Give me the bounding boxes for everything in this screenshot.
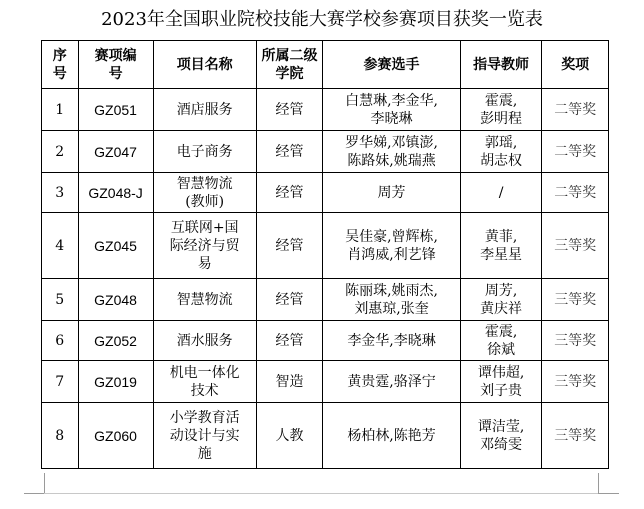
table-row xyxy=(42,361,609,403)
cell-players: 黄贵霆,骆泽宁 xyxy=(323,361,460,403)
cell-award: 三等奖 xyxy=(542,321,609,361)
cell-index: 2 xyxy=(42,131,79,173)
cell-index: 4 xyxy=(42,213,79,279)
cell-name: 智慧物流 xyxy=(153,279,256,321)
table-row xyxy=(42,321,609,361)
cell-players: 周芳 xyxy=(323,173,460,213)
cell-players: 罗华娣,邓镇澎, 陈路妹,姚瑞燕 xyxy=(323,131,460,173)
cell-code: GZ052 xyxy=(78,321,153,361)
cell-code: GZ019 xyxy=(78,361,153,403)
cell-teachers: 郭瑶, 胡志权 xyxy=(460,131,542,173)
cell-school: 经管 xyxy=(256,213,323,279)
cell-index: 8 xyxy=(42,403,79,469)
cell-teachers: 霍震, 徐斌 xyxy=(460,321,542,361)
cell-index: 6 xyxy=(42,321,79,361)
cell-award: 二等奖 xyxy=(542,173,609,213)
cell-award: 二等奖 xyxy=(542,89,609,131)
table-row xyxy=(42,403,609,469)
header-award: 奖项 xyxy=(542,41,609,89)
cell-school: 人教 xyxy=(256,403,323,469)
table-row xyxy=(42,213,609,279)
cell-code: GZ048 xyxy=(78,279,153,321)
cell-name: 机电一体化 技术 xyxy=(153,361,256,403)
header-index: 序号 xyxy=(42,41,79,89)
cell-name: 酒水服务 xyxy=(153,321,256,361)
page-margin-line xyxy=(44,493,598,494)
header-teachers: 指导教师 xyxy=(460,41,542,89)
cell-teachers: 谭洁莹, 邓绮雯 xyxy=(460,403,542,469)
table-row xyxy=(42,279,609,321)
cell-name: 互联网+国 际经济与贸 易 xyxy=(153,213,256,279)
cell-index: 7 xyxy=(42,361,79,403)
cell-index: 1 xyxy=(42,89,79,131)
cell-index: 3 xyxy=(42,173,79,213)
cell-players: 陈丽珠,姚雨杰, 刘惠琼,张奎 xyxy=(323,279,460,321)
cell-name: 小学教育活 动设计与实 施 xyxy=(153,403,256,469)
header-name: 项目名称 xyxy=(153,41,256,89)
cell-school: 经管 xyxy=(256,279,323,321)
cell-code: GZ045 xyxy=(78,213,153,279)
cell-players: 吴佳豪,曾辉栋, 肖鸿威,利艺锋 xyxy=(323,213,460,279)
cell-name: 酒店服务 xyxy=(153,89,256,131)
cell-award: 三等奖 xyxy=(542,213,609,279)
table-row xyxy=(42,173,609,213)
cell-code: GZ060 xyxy=(78,403,153,469)
table-header-row xyxy=(42,41,609,89)
cell-index: 5 xyxy=(42,279,79,321)
cell-award: 三等奖 xyxy=(542,403,609,469)
page-corner-mark-right xyxy=(598,473,619,494)
cell-award: 三等奖 xyxy=(542,361,609,403)
header-school: 所属二级学院 xyxy=(256,41,323,89)
page-corner-mark-left xyxy=(24,473,45,494)
cell-players: 李金华,李晓琳 xyxy=(323,321,460,361)
header-players: 参赛选手 xyxy=(323,41,460,89)
cell-name: 智慧物流 (教师) xyxy=(153,173,256,213)
table-row xyxy=(42,131,609,173)
cell-code: GZ047 xyxy=(78,131,153,173)
cell-code: GZ048-J xyxy=(78,173,153,213)
cell-award: 二等奖 xyxy=(542,131,609,173)
cell-teachers: 黄菲, 李星星 xyxy=(460,213,542,279)
cell-school: 经管 xyxy=(256,173,323,213)
cell-players: 白慧琳,李金华, 李晓琳 xyxy=(323,89,460,131)
cell-name: 电子商务 xyxy=(153,131,256,173)
table-row xyxy=(42,89,609,131)
awards-table xyxy=(41,40,609,469)
cell-teachers: 谭伟超, 刘子贵 xyxy=(460,361,542,403)
cell-school: 经管 xyxy=(256,131,323,173)
cell-school: 经管 xyxy=(256,321,323,361)
cell-teachers: / xyxy=(460,173,542,213)
cell-code: GZ051 xyxy=(78,89,153,131)
document-title: 2023年全国职业院校技能大赛学校参赛项目获奖一览表 xyxy=(101,9,543,30)
cell-award: 三等奖 xyxy=(542,279,609,321)
cell-teachers: 霍震, 彭明程 xyxy=(460,89,542,131)
header-code: 赛项编号 xyxy=(78,41,153,89)
cell-teachers: 周芳, 黄庆祥 xyxy=(460,279,542,321)
cell-school: 经管 xyxy=(256,89,323,131)
cell-players: 杨柏林,陈艳芳 xyxy=(323,403,460,469)
cell-school: 智造 xyxy=(256,361,323,403)
